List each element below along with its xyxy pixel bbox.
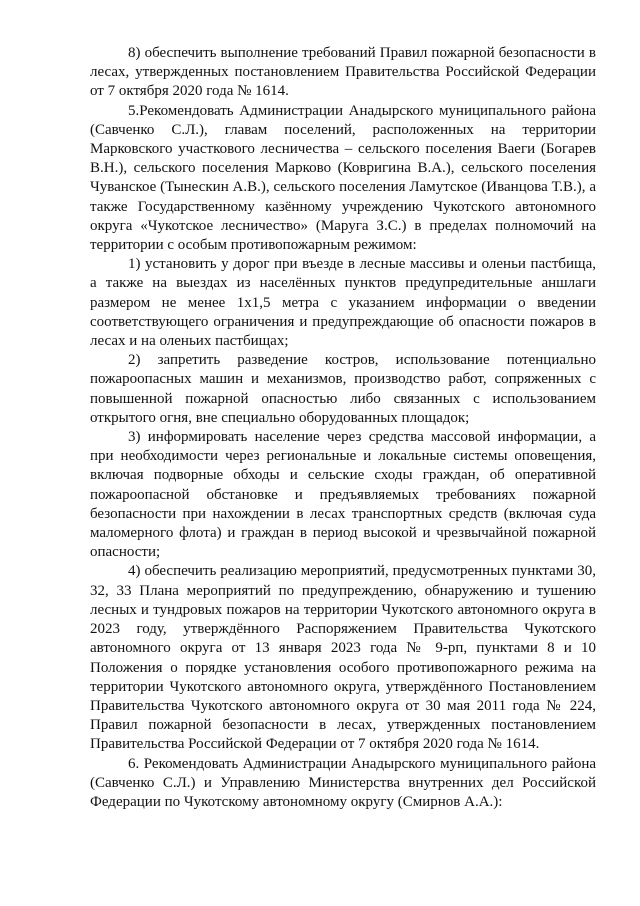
- paragraph-item-1-signs: 1) установить у дорог при въезде в лесные массивы и оленьи пастбища, а также на выездах из населённых пунктов предупредительные аншлаги размером не менее 1х1,5 метра с указанием информации о введении соответствующего ограничения и предупреждающие об опасности пожаров в лесах и на оленьих пастбищах;: [90, 256, 596, 350]
- paragraph-item-4-implement-measures: 4) обеспечить реализацию мероприятий, предусмотренных пунктами 30, 32, 33 Плана мероприятий по предупреждению, обнаружению и тушению лесных и тундровых пожаров на территории Чукотского автономного округа в 2023 году, утверждённого Распоряжением Правительства Чукотского автономного округа от 13 января 2023 года № 9-рп, пунктами 8 и 10 Положения о порядке установления особого противопожарного режима на территории Чукотского автономного округа, утверждённого Постановлением Правительства Чукотского автономного округа от 30 мая 2011 года № 224, Правил пожарной безопасности в лесах, утвержденных постановлением Правительства Российской Федерации от 7 октября 2020 года № 1614.: [90, 563, 596, 753]
- paragraph-item-8-fire-rules: 8) обеспечить выполнение требований Правил пожарной безопасности в лесах, утвержденных постановлением Правительства Российской Федерации от 7 октября 2020 года № 1614.: [90, 45, 596, 100]
- document-body: [90, 44, 596, 812]
- paragraph-section-6: 6. Рекомендовать Администрации Анадырского муниципального района (Савченко С.Л.) и Управлению Министерства внутренних дел Российской Федерации по Чукотскому автономному округу (Смирнов А.А.):: [90, 755, 596, 810]
- paragraph-item-2-prohibit-fires: 2) запретить разведение костров, использование потенциально пожароопасных машин и механизмов, производство работ, сопряженных с повышенной пожарной опасностью либо связанных с использованием открытого огня, вне специально оборудованных площадок;: [90, 352, 596, 426]
- paragraph-item-3-inform-population: 3) информировать население через средства массовой информации, а при необходимости через региональные и локальные системы оповещения, включая подворные обходы и сельские сходы граждан, об оперативной пожароопасной обстановке и предъявляемых требованиях пожарной безопасности при нахождении в лесах транспортных средств (включая суда маломерного флота) и граждан в период высокой и чрезвычайной пожарной опасности;: [90, 429, 596, 561]
- paragraph-section-5: 5.Рекомендовать Администрации Анадырского муниципального района (Савченко С.Л.), главам поселений, расположенных на территории Марковского участкового лесничества – сельского поселения Ваеги (Богарев В.Н.), сельского поселения Марково (Ковригина В.А.), сельского поселения Чуванское (Тынескин А.В.), сельского поселения Ламутское (Иванцова Т.В.), а также Государственному казённому учреждению Чукотского автономного округа «Чукотское лесничество» (Маруга З.С.) в пределах полномочий на территории с особым противопожарным режимом:: [90, 102, 596, 254]
